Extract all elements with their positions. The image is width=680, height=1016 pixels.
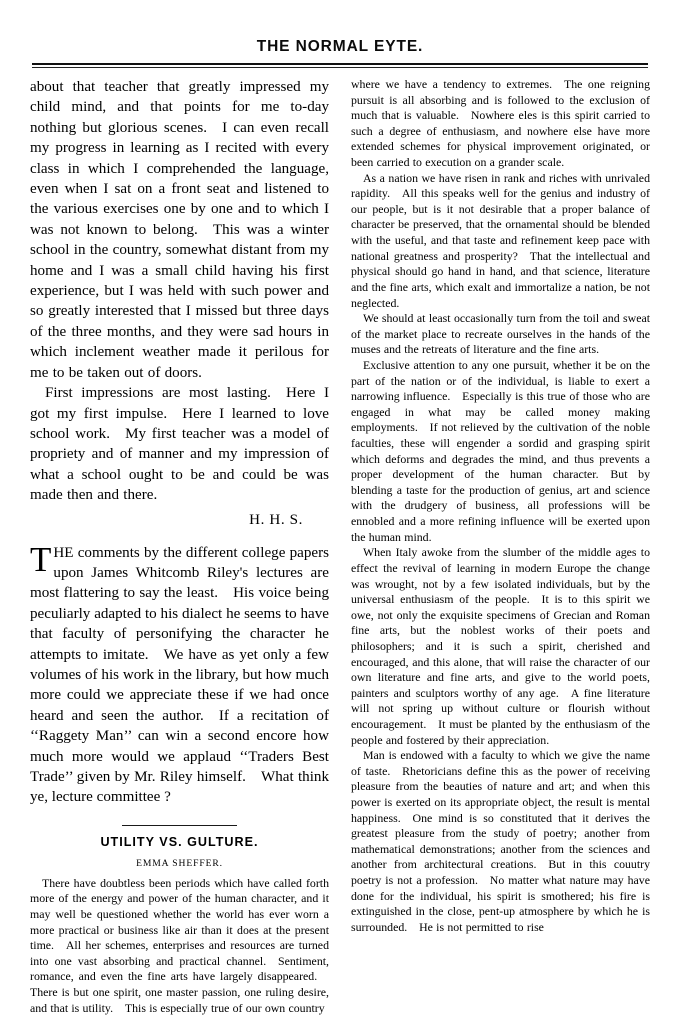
paragraph: We should at least occasionally turn from the toil and sweat of the market place to recreate ourselves in the hands of the muses and the retreats of literature and the fine arts. xyxy=(351,311,650,357)
section-body-left xyxy=(30,876,329,1016)
paragraph: about that teacher that greatly impressed my child mind, and that points for me to-day nothing but glorious scenes. I can even recall my progress in learning as I recited with every class in which I comprehended the language, even when I sat on a front seat and listened to the various exercises one by one and to which I was not known to belong. This was a winter school in the country, somewhat distant from my home and I was a small child having his first experience, but I was held with such power and so greatly interested that I missed but three days of the three months, and they were sad hours in which inclement weather made it perilous for me to be taken out of doors. xyxy=(30,79,329,381)
drop-cap: T xyxy=(30,539,52,579)
paragraph: There have doubtless been periods which have called forth more of the energy and power of the human character, and it may well be questioned whether the world has ever worn a more practical or business like air than it does at the present time. All her schemes, enterprises and resources are turned into one vast absorbing and practical channel. Sentiment, romance, and even the fine arts have largely disappeared. There is but one spirit, one master passion, one ruling desire, and that is utility. This is especially true of our own country xyxy=(30,875,329,1015)
paragraph: When Italy awoke from the slumber of the middle ages to effect the revival of learning in modern Europe the change was wrought, not by a few isolated individuals, but by the universal enthusiasm of the people. It is to this spirit we owe, not only the exquisite specimens of Grecian and Roman fine arts, but the noblest works of their poets and philosophers; and it is such a spirit, cherished and encouraged, and this alone, that will raise the character of our own literature and fine arts, and give to the world poets, painters and sculptors worthy of any age. A fine literature will not spring up without culture or flourish without encouragement. It must be planted by the enthusiasm of the people and fostered by their appreciation. xyxy=(351,545,650,747)
section-byline: EMMA SHEFFER. xyxy=(136,857,223,869)
riley-item xyxy=(30,539,329,808)
article-continued xyxy=(30,77,329,506)
paragraph: Man is endowed with a faculty to which we give the name of taste. Rhetoricians define this as the power of receiving pleasure from the beauties of nature and art; and when this power is exerted on its appropriate object, the result is mental happiness. One mind is so constituted that it derives the greatest pleasure from the study of poetry; another from mathematical demonstrations; another from the sciences and another from architectural creations. But in this couutry poetry is not a profession. No matter what nature may have done for the individual, his spirit is smothered; his fire is extinguished in the close, pent-up atmosphere by which he is surrounded. He is not permitted to rise xyxy=(351,748,650,934)
section-title: UTILITY VS. GULTURE. xyxy=(100,834,259,849)
paragraph: Exclusive attention to any one pursuit, whether it be on the part of the nation or of the individual, is liable to exert a narrowing influence. Especially is this true of those who are engaged in what may be called money making employments. If not relieved by the cultivation of the noble faculties, these will engender a sordid and grasping spirit which deforms and degrades the mind, and thus prevents a proper development of the human character. But by blending a taste for the production of genius, art and science with the drudgery of business, all professions will be ennobled and a more refining influence will be exerted upon the human mind. xyxy=(351,357,650,544)
right-column xyxy=(351,77,650,936)
paragraph: where we have a tendency to extremes. The one reigning pursuit is all absorbing and is followed to the exclusion of much that is valuable. Nowhere eles is this spirit carried to such a degree of enthusiasm, and nowhere else have more extended schemes for physical improvement originated, or been carried to execution on a grander scale. xyxy=(351,77,650,170)
paragraph: First impressions are most lasting. Here I got my first impulse. Here I learned to love school work. My first teacher was a model of propriety and of manner and my impression of what a school ought to be and could be was made then and there. xyxy=(30,385,329,504)
section-header xyxy=(30,825,329,869)
article-signature: H. H. S. xyxy=(249,511,303,528)
left-column xyxy=(30,77,329,1016)
paragraph: As a nation we have risen in rank and riches with unrivaled rapidity. All this speaks well for the genius and industry of our people, but is it not desirable that a proper balance of character be preserved, that the ornamental should be blended with the useful, and that taste and refinement keep pace with national greatness and prosperity? That the intellectual and physical should go hand in hand, and that science, literature and the fine arts, which exalt and immortalize a nation, be not neglected. xyxy=(351,170,650,310)
two-column-layout xyxy=(0,77,680,1016)
paragraph: HE comments by the different college papers upon James Whitcomb Riley's lectures are most flattering to say the least. His voice being peculiarly adapted to his dialect he seems to have that faculty of personifying the character he attempts to imitate. We have as yet only a few volumes of his work in the library, but how much more could we appreciate these if we had once heard and seen the author. If a recitation of ‘‘Raggety Man’’ can win a second encore how much more would we applaud ‘‘Traders Best Trade’’ given by Mr. Riley himself. What think ye, lecture committee ? xyxy=(30,544,329,806)
masthead-rule xyxy=(32,63,648,68)
section-divider-rule xyxy=(122,825,237,826)
page-title: THE NORMAL EYTE. xyxy=(256,38,424,55)
